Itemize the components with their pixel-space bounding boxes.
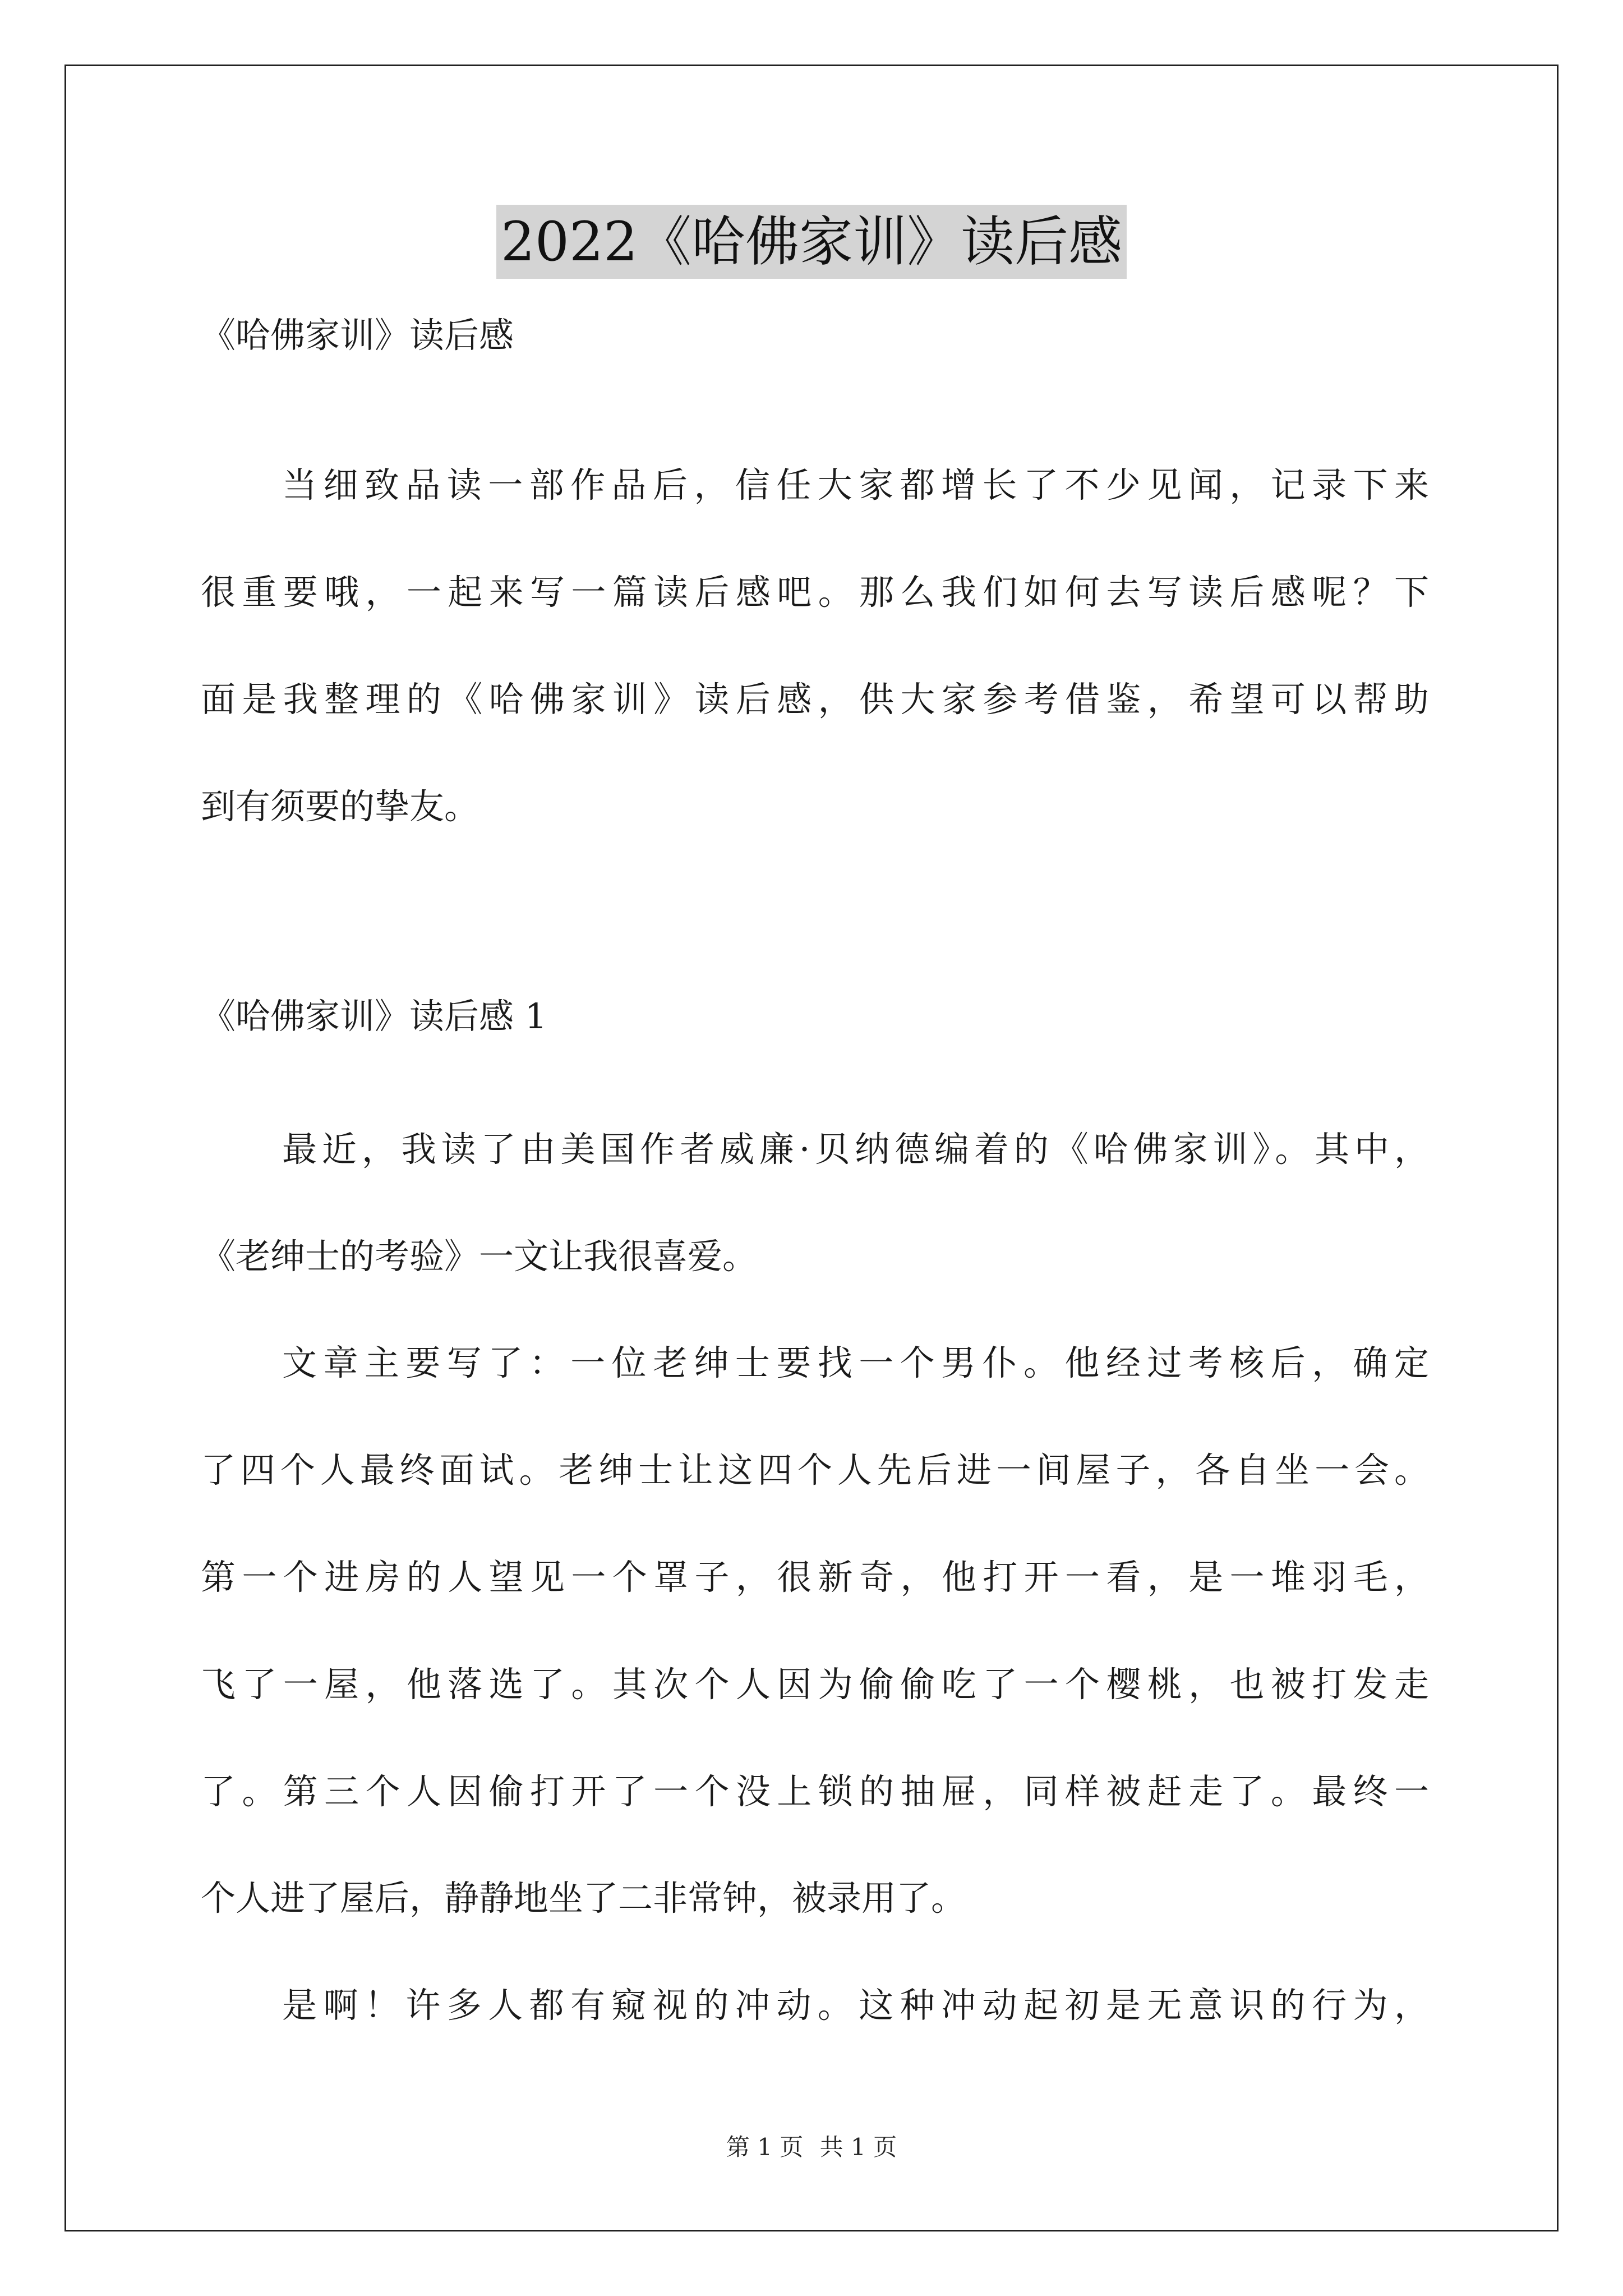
intro-line: 很重要哦，一起来写一篇读后感吧。那么我们如何去写读后感呢？下 (201, 572, 1429, 613)
paragraph-line: 了四个人最终面试。老绅士让这四个人先后进一间屋子，各自坐一会。 (201, 1450, 1429, 1490)
page-footer (0, 2132, 1623, 2163)
paragraph-line: 个人进了屋后，静静地坐了二非常钟，被录用了。 (201, 1878, 966, 1918)
title-container (0, 205, 1623, 279)
paragraph-line: 文章主要写了：一位老绅士要找一个男仆。他经过考核后，确定 (282, 1342, 1429, 1383)
paragraph-line: 了。第三个人因偷打开了一个没上锁的抽屉，同样被赶走了。最终一 (201, 1771, 1429, 1812)
paragraph-line: 《老绅士的考验》一文让我很喜爱。 (201, 1236, 758, 1277)
intro-heading: 《哈佛家训》读后感 (201, 315, 514, 356)
paragraph-line: 最近，我读了由美国作者威廉·贝纳德编着的《哈佛家训》。其中， (282, 1129, 1429, 1170)
intro-line: 当细致品读一部作品后，信任大家都增长了不少见闻，记录下来 (282, 464, 1429, 505)
intro-line: 面是我整理的《哈佛家训》读后感，供大家参考借鉴，希望可以帮助 (201, 679, 1429, 720)
page-title: 2022《哈佛家训》读后感 (496, 205, 1127, 279)
paragraph-line: 是啊！许多人都有窥视的冲动。这种冲动起初是无意识的行为， (282, 1985, 1429, 2026)
section-heading: 《哈佛家训》读后感 1 (201, 996, 547, 1037)
page-total: 共 1 页 (819, 2133, 897, 2161)
page-number: 第 1 页 (726, 2133, 804, 2161)
paragraph-line: 第一个进房的人望见一个罩子，很新奇，他打开一看，是一堆羽毛， (201, 1557, 1429, 1598)
intro-line: 到有须要的挚友。 (201, 786, 479, 827)
paragraph-line: 飞了一屋，他落选了。其次个人因为偷偷吃了一个樱桃，也被打发走 (201, 1664, 1429, 1705)
